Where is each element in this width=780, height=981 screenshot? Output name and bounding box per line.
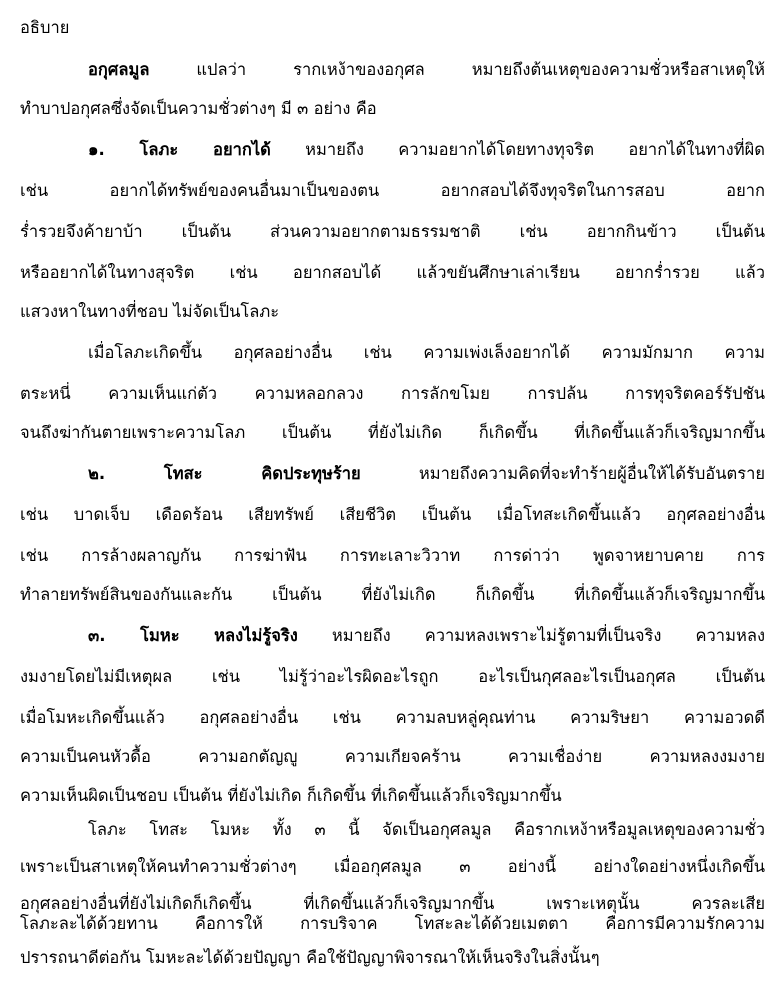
intro-line-2 [20, 91, 765, 127]
item1-text-4: หรืออยากได้ในทางสุจริต เช่น อยากสอบได้ แล้วขยันศึกษาเล่าเรียน อยากร่ำรวย แล้ว [20, 263, 765, 282]
item2-line-3 [20, 538, 765, 574]
intro-text-2: ทำบาปอกุศลซึ่งจัดเป็นความชั่วต่างๆ มี ๓ อย่าง คือ [20, 99, 377, 118]
item2-text-1: หมายถึงความคิดที่จะทำร้ายผู้อื่นให้ได้รับอันตราย [360, 464, 766, 483]
item1-para2-text-3: จนถึงฆ่ากันตายเพราะความโลภ เป็นต้น ที่ยังไม่เกิด ก็เกิดขึ้น ที่เกิดขึ้นแล้วก็เจริญมากขึ้น [20, 423, 765, 442]
item1-para2-line-3 [20, 415, 765, 451]
item2-line-1 [88, 456, 765, 492]
section-heading [20, 10, 765, 46]
summary-line-5 [20, 940, 765, 976]
item3-text-3: เมื่อโมหะเกิดขึ้นแล้ว อกุศลอย่างอื่น เช่น ความลบหลู่คุณท่าน ความริษยา ความอวดดี [20, 708, 765, 727]
item1-term: ๑. โลภะ อยากได้ [88, 140, 271, 159]
item1-text-2: เช่น อยากได้ทรัพย์ของคนอื่นมาเป็นของตน อยากสอบได้จึงทุจริตในการสอบ อยาก [20, 181, 765, 200]
item2-line-4 [20, 577, 765, 613]
item3-text-1: หมายถึง ความหลงเพราะไม่รู้ตามที่เป็นจริง ความหลง [297, 626, 765, 645]
summary-text-2: เพราะเป็นสาเหตุให้คนทำความชั่วต่างๆ เมื่ออกุศลมูล ๓ อย่างนี้ อย่างใดอย่างหนึ่งเกิดขึ้น [20, 857, 765, 876]
item1-line-4 [20, 255, 765, 291]
item3-text-5: ความเห็นผิดเป็นชอบ เป็นต้น ที่ยังไม่เกิด ก็เกิดขึ้น ที่เกิดขึ้นแล้วก็เจริญมากขึ้น [20, 786, 562, 805]
intro-text-1: แปลว่า รากเหง้าของอกุศล หมายถึงต้นเหตุของความชั่วหรือสาเหตุให้ [149, 60, 765, 79]
heading-text: อธิบาย [20, 18, 70, 37]
item1-line-3 [20, 214, 765, 250]
item2-text-2: เช่น บาดเจ็บ เดือดร้อน เสียทรัพย์ เสียชีวิต เป็นต้น เมื่อโทสะเกิดขึ้นแล้ว อกุศลอย่างอื่น [20, 505, 765, 524]
item1-line-2 [20, 173, 765, 209]
item3-line-5 [20, 778, 765, 814]
item3-line-4 [20, 739, 765, 775]
item1-para2-text-2: ตระหนี่ ความเห็นแก่ตัว ความหลอกลวง การลักขโมย การปล้น การทุจริตคอร์รัปชัน [20, 384, 765, 403]
item1-text-3: ร่ำรวยจึงค้ายาบ้า เป็นต้น ส่วนความอยากตามธรรมชาติ เช่น อยากกินข้าว เป็นต้น [20, 222, 765, 241]
item1-text-1: หมายถึง ความอยากได้โดยทางทุจริต อยากได้ในทางที่ผิด [270, 140, 765, 159]
summary-line-4 [20, 906, 765, 942]
item2-text-3: เช่น การล้างผลาญกัน การฆ่าฟัน การทะเลาะวิวาท การด่าว่า พูดจาหยาบคาย การ [20, 546, 765, 565]
item1-line-5 [20, 294, 765, 330]
item1-line-1 [88, 132, 765, 168]
item3-text-4: ความเป็นคนหัวดื้อ ความอกตัญญู ความเกียจคร้าน ความเชื่อง่าย ความหลงงมงาย [20, 747, 765, 766]
item2-line-2 [20, 497, 765, 533]
item1-para2-line-1 [88, 335, 765, 371]
summary-text-5: ปรารถนาดีต่อกัน โมหะละได้ด้วยปัญญา คือใช้ปัญญาพิจารณาให้เห็นจริงในสิ่งนั้นๆ [20, 948, 600, 967]
intro-line-1 [88, 52, 765, 88]
item3-line-2 [20, 659, 765, 695]
item1-para2-line-2 [20, 376, 765, 412]
intro-term: อกุศลมูล [88, 60, 150, 79]
item2-text-4: ทำลายทรัพย์สินของกันและกัน เป็นต้น ที่ยังไม่เกิด ก็เกิดขึ้น ที่เกิดขึ้นแล้วก็เจริญมากขึ้น [20, 585, 765, 604]
summary-line-1 [88, 812, 765, 848]
item3-line-3 [20, 700, 765, 736]
item1-text-5: แสวงหาในทางที่ชอบ ไม่จัดเป็นโลภะ [20, 302, 280, 321]
summary-text-3: อกุศลอย่างอื่นที่ยังไม่เกิดก็เกิดขึ้น ที่เกิดขึ้นแล้วก็เจริญมากขึ้น เพราะเหตุนั้น ควรละเสีย [20, 894, 765, 913]
item1-para2-text-1: เมื่อโลภะเกิดขึ้น อกุศลอย่างอื่น เช่น ความเพ่งเล็งอยากได้ ความมักมาก ความ [88, 343, 765, 362]
item3-text-2: งมงายโดยไม่มีเหตุผล เช่น ไม่รู้ว่าอะไรผิดอะไรถูก อะไรเป็นกุศลอะไรเป็นอกุศล เป็นต้น [20, 667, 765, 686]
summary-line-2 [20, 849, 765, 885]
summary-text-1: โลภะ โทสะ โมหะ ทั้ง ๓ นี้ จัดเป็นอกุศลมูล คือรากเหง้าหรือมูลเหตุของความชั่ว [88, 820, 765, 839]
item3-line-1 [88, 618, 765, 654]
summary-text-4: โลภะละได้ด้วยทาน คือการให้ การบริจาค โทสะละได้ด้วยเมตตา คือการมีความรักความ [20, 914, 765, 933]
item2-term: ๒. โทสะ คิดประทุษร้าย [88, 464, 361, 483]
item3-term: ๓. โมหะ หลงไม่รู้จริง [88, 626, 298, 645]
